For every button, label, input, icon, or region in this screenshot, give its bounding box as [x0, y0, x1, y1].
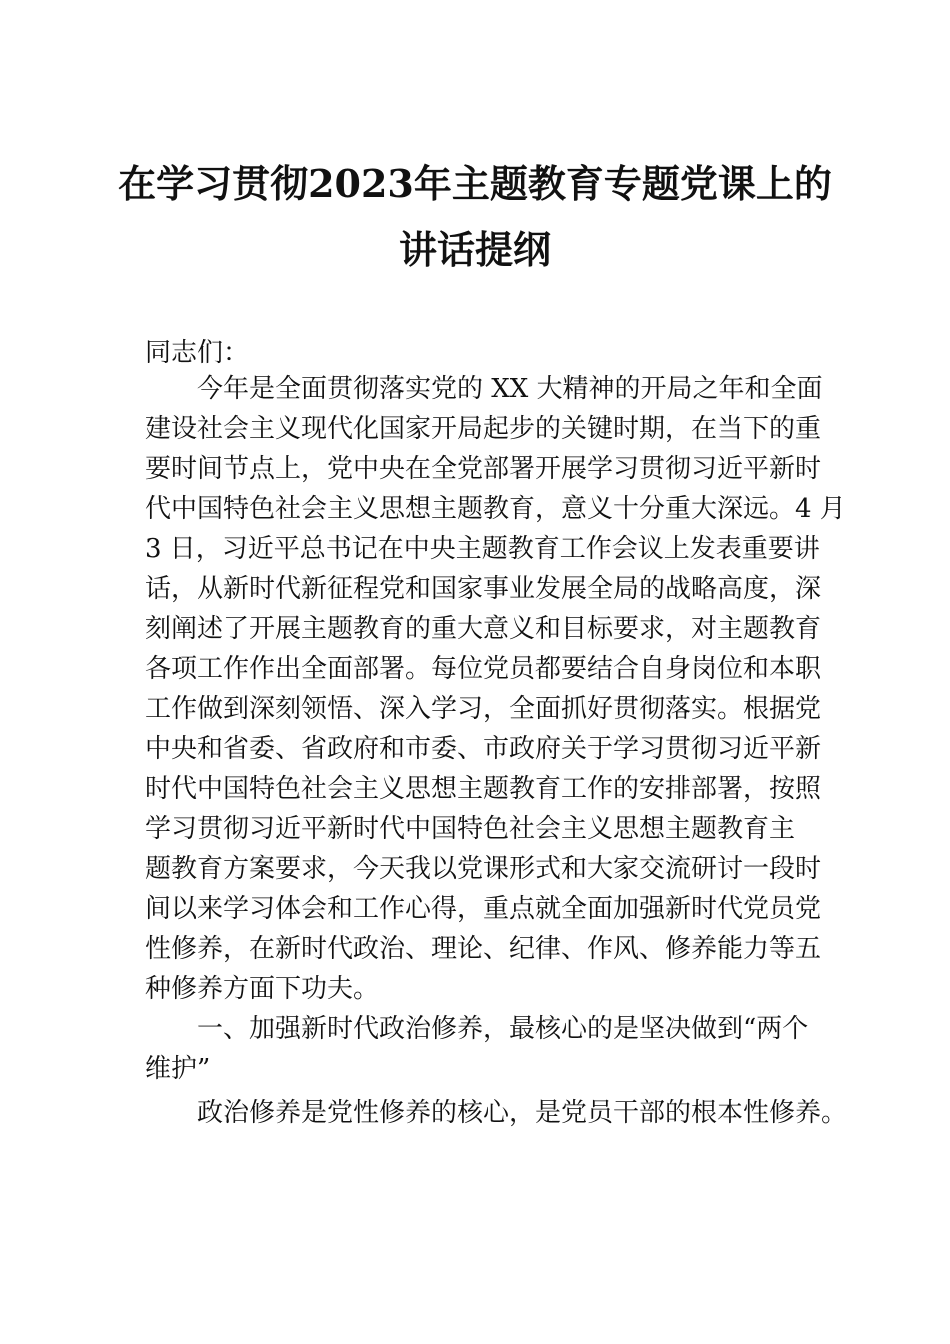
body-line: 要时间节点上，党中央在全党部署开展学习贯彻习近平新时: [145, 454, 822, 484]
salutation: 同志们：: [145, 338, 250, 368]
document-title-line-1: 在学习贯彻2023年主题教育专题党课上的: [118, 161, 832, 206]
body-line: 工作做到深刻领悟、深入学习，全面抓好贯彻落实。根据党: [145, 694, 822, 724]
body-line: 间以来学习体会和工作心得，重点就全面加强新时代党员党: [145, 894, 822, 924]
body-line: 学习贯彻习近平新时代中国特色社会主义思想主题教育主: [145, 814, 796, 844]
body-line: 话，从新时代新征程党和国家事业发展全局的战略高度，深: [145, 574, 822, 604]
body-line: 性修养，在新时代政治、理论、纪律、作风、修养能力等五: [145, 934, 822, 964]
body-line: 种修养方面下功夫。: [145, 974, 380, 1004]
section-heading-line: 一、加强新时代政治修养，最核心的是坚决做到“两个: [197, 1014, 809, 1044]
document-title-line-2: 讲话提纲: [398, 227, 551, 272]
body-line: 代中国特色社会主义思想主题教育，意义十分重大深远。4 月: [145, 494, 846, 524]
body-line: 今年是全面贯彻落实党的 XX 大精神的开局之年和全面: [197, 374, 823, 404]
body-line: 建设社会主义现代化国家开局起步的关键时期，在当下的重: [145, 414, 822, 444]
section-heading-line: 维护”: [145, 1054, 211, 1084]
body-line: 各项工作作出全面部署。每位党员都要结合自身岗位和本职: [145, 654, 822, 684]
body-line: 题教育方案要求，今天我以党课形式和大家交流研讨一段时: [145, 854, 822, 884]
body-line: 政治修养是党性修养的核心，是党员干部的根本性修养。: [197, 1098, 848, 1128]
body-line: 刻阐述了开展主题教育的重大意义和目标要求，对主题教育: [145, 614, 822, 644]
body-line: 3 日，习近平总书记在中央主题教育工作会议上发表重要讲: [145, 534, 820, 564]
body-line: 中央和省委、省政府和市委、市政府关于学习贯彻习近平新: [145, 734, 822, 764]
body-line: 时代中国特色社会主义思想主题教育工作的安排部署，按照: [145, 774, 822, 804]
